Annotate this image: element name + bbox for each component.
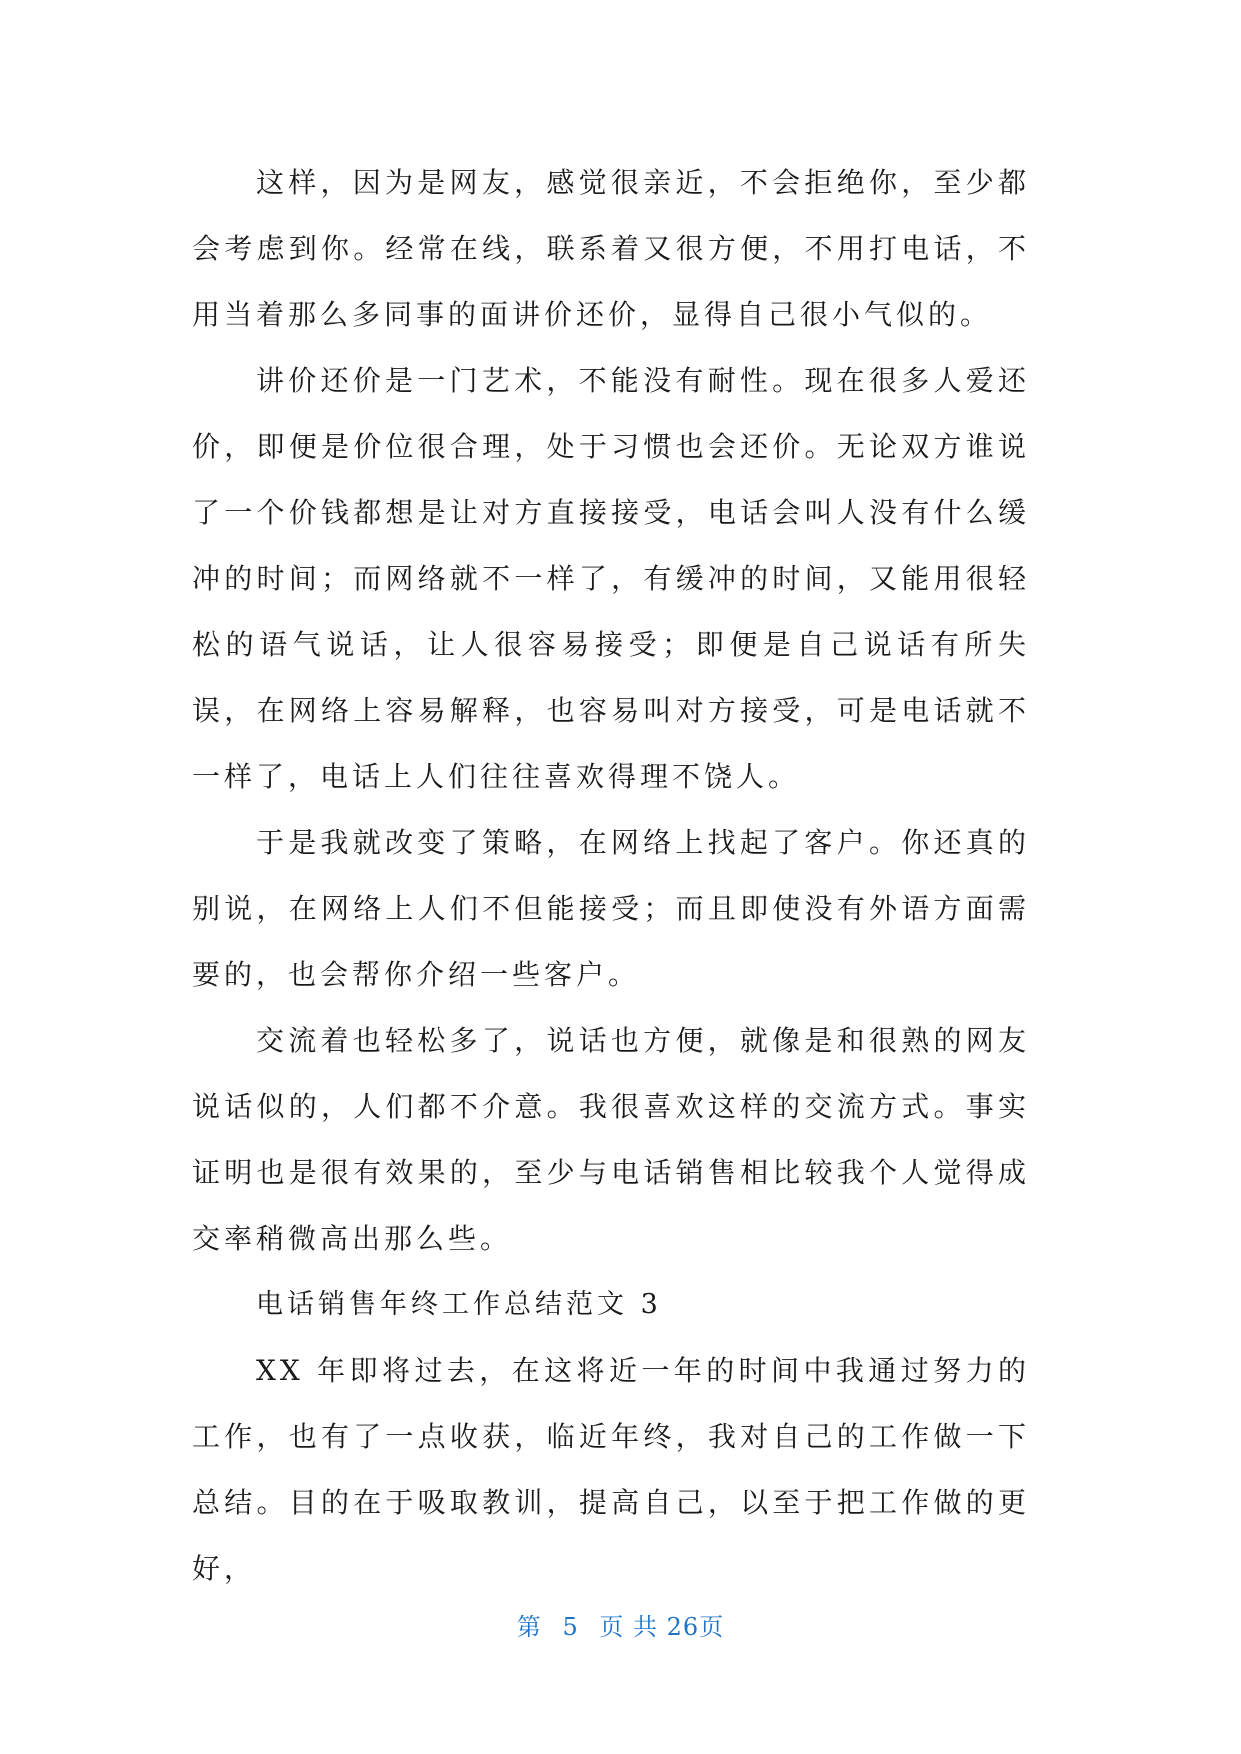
paragraph-5: XX 年即将过去，在这将近一年的时间中我通过努力的工作，也有了一点收获，临近年终，我对自己的工作做一下总结。目的在于吸取教训，提高自己，以至于把工作做的更好，: [192, 1354, 1030, 1585]
page-footer: [0, 1607, 1241, 1642]
footer-prefix: 第: [516, 1613, 542, 1641]
paragraph-1: 这样，因为是网友，感觉很亲近，不会拒绝你，至少都会考虑到你。经常在线，联系着又很方便，不用打电话，不用当着那么多同事的面讲价还价，显得自己很小气似的。: [192, 166, 1030, 331]
paragraph-4: 交流着也轻松多了，说话也方便，就像是和很熟的网友说话似的，人们都不介意。我很喜欢这样的交流方式。事实证明也是很有效果的，至少与电话销售相比较我个人觉得成交率稍微高出那么些。: [192, 1024, 1030, 1255]
section-heading: 电话销售年终工作总结范文 3: [256, 1289, 662, 1320]
footer-suffix: 页: [699, 1613, 725, 1641]
paragraph-3: 于是我就改变了策略，在网络上找起了客户。你还真的别说，在网络上人们不但能接受；而且即使没有外语方面需要的，也会帮你介绍一些客户。: [192, 826, 1030, 991]
footer-current-page: 5: [562, 1613, 579, 1641]
footer-middle: 页 共: [599, 1613, 658, 1641]
page-content: [192, 150, 1030, 1602]
paragraph-2: 讲价还价是一门艺术，不能没有耐性。现在很多人爱还价，即便是价位很合理，处于习惯也会还价。无论双方谁说了一个价钱都想是让对方直接接受，电话会叫人没有什么缓冲的时间；而网络就不一样了，有缓冲的时间，又能用很轻松的语气说话，让人很容易接受；即便是自己说话有所失误，在网络上容易解释，也容易叫对方接受，可是电话就不一样了，电话上人们往往喜欢得理不饶人。: [192, 364, 1030, 793]
footer-total-pages: 26: [666, 1613, 700, 1641]
